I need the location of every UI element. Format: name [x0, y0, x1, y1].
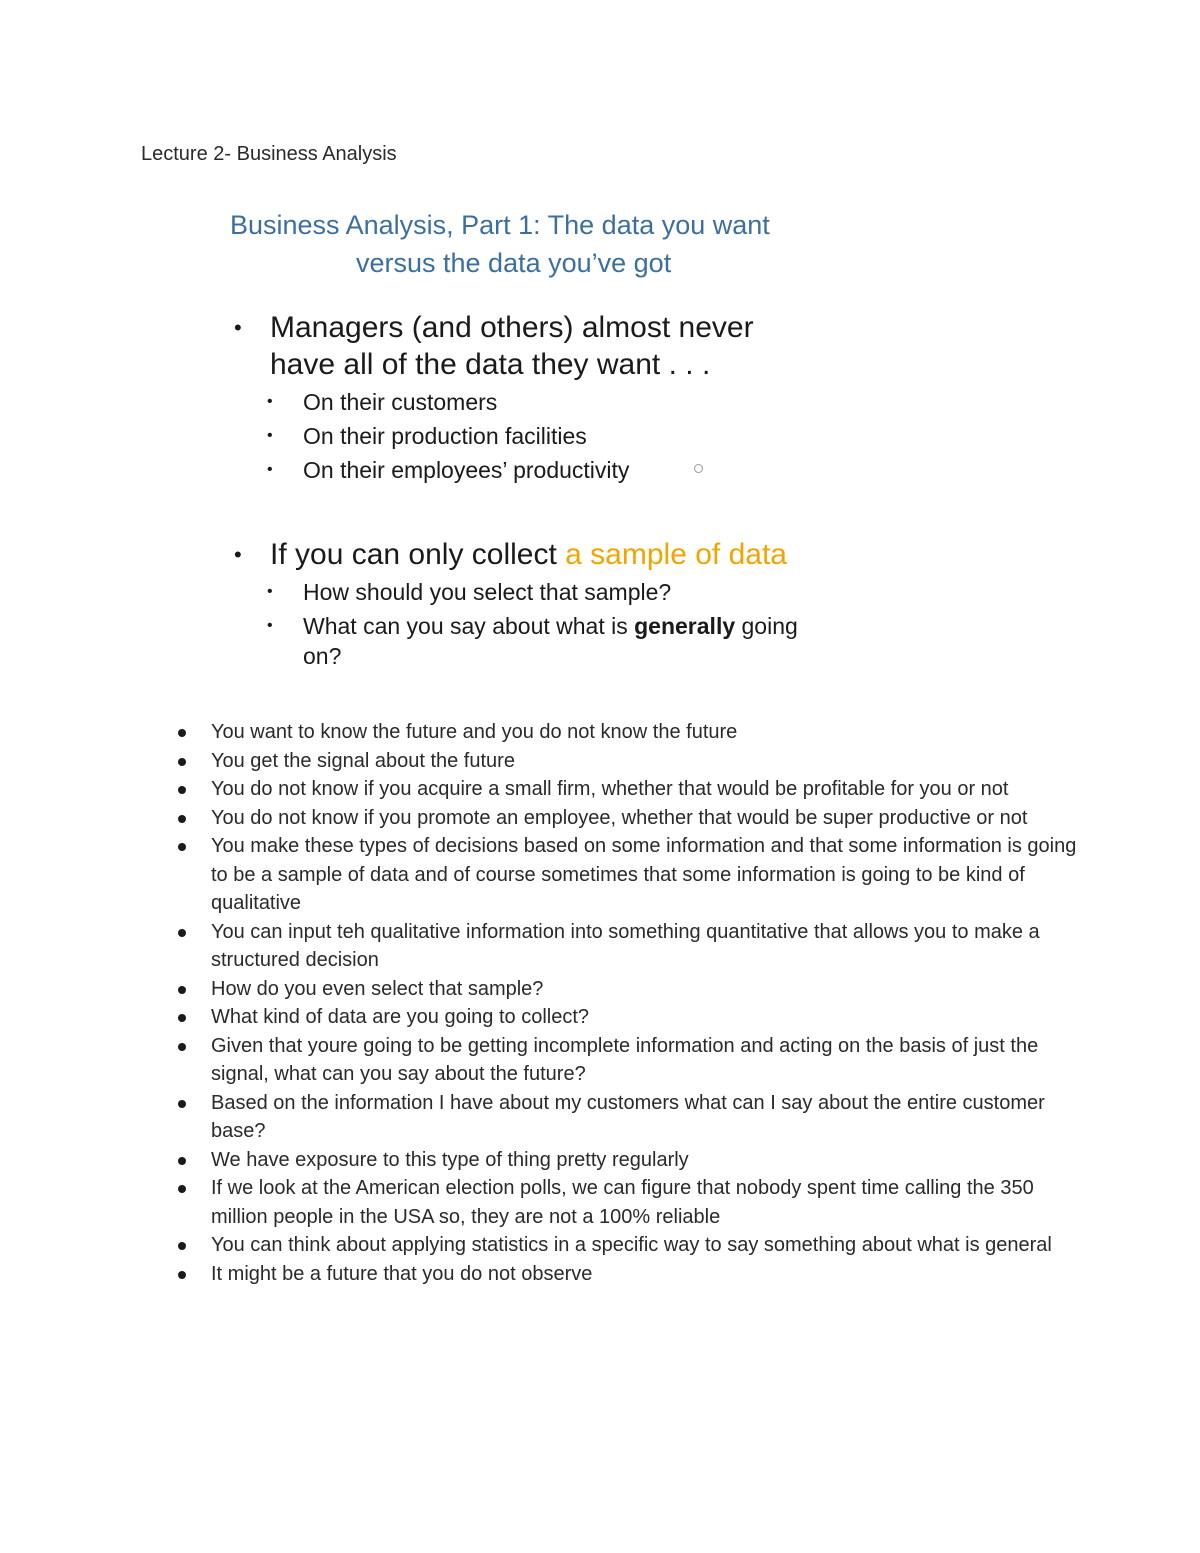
list-item	[0, 975, 1200, 1004]
list-item	[0, 747, 1200, 776]
slide-subbullet-text: going	[735, 613, 798, 639]
bullet-icon	[178, 1242, 186, 1250]
slide-subbullet-facilities	[267, 421, 587, 451]
bullet-icon	[178, 729, 186, 737]
slide-bullet-line-1: Managers (and others) almost never	[270, 311, 754, 344]
bullet-icon	[178, 1271, 186, 1279]
list-item-text: You do not know if you promote an employee, whether that would be super productive or not	[211, 806, 1028, 829]
slide-subbullet-select	[267, 577, 672, 607]
list-item	[0, 1260, 1200, 1289]
list-item	[0, 718, 1200, 747]
bullet-icon	[178, 786, 186, 794]
list-item-text: What kind of data are you going to collect?	[211, 1006, 590, 1028]
bullet-icon: •	[234, 542, 242, 567]
list-item	[0, 804, 1200, 833]
bullet-icon	[178, 815, 186, 823]
embedded-slide-image	[212, 196, 872, 686]
bullet-icon	[178, 843, 186, 851]
slide-bullet-sample	[234, 536, 787, 573]
list-item-text: Based on the information I have about my customers what can I say about the entire customer base?	[211, 1091, 1045, 1142]
slide-title-line-1: Business Analysis, Part 1: The data you want	[230, 210, 770, 240]
list-item	[0, 1174, 1200, 1231]
list-item-text: If we look at the American election polls, we can figure that nobody spent time calling the 350 million people in the USA so, they are not a 100% reliable	[211, 1177, 1034, 1228]
bullet-icon: •	[267, 461, 273, 478]
list-item	[0, 832, 1200, 918]
list-item-text: You do not know if you acquire a small firm, whether that would be profitable for you or not	[211, 778, 1009, 800]
document-heading: Lecture 2- Business Analysis	[141, 143, 397, 165]
list-item-text: Given that youre going to be getting incomplete information and acting on the basis of just the signal, what can you say about the future?	[211, 1034, 1039, 1085]
list-item-text: You want to know the future and you do not know the future	[211, 721, 738, 743]
circle-icon	[694, 464, 703, 473]
slide-subbullet-text: How should you select that sample?	[303, 579, 672, 605]
slide-subbullet-text: On their production facilities	[303, 423, 587, 449]
slide-subbullet-generally	[267, 611, 798, 671]
list-item	[0, 1231, 1200, 1260]
list-item-text: It might be a future that you do not observe	[211, 1262, 593, 1285]
bullet-icon	[178, 1014, 186, 1022]
notes-list	[0, 718, 1200, 1288]
slide-subbullet-text: On their customers	[303, 389, 498, 415]
slide-bullet-text: If you can only collect	[270, 538, 566, 571]
slide-bullet-managers	[234, 309, 754, 383]
bullet-icon: •	[267, 393, 273, 410]
bullet-icon: •	[267, 617, 273, 634]
bullet-icon	[178, 1100, 186, 1108]
list-item	[0, 1032, 1200, 1089]
bullet-icon: •	[267, 583, 273, 600]
list-item	[0, 918, 1200, 975]
slide-subbullet-productivity	[267, 455, 630, 485]
list-item-text: You can think about applying statistics in a specific way to say something about what is general	[211, 1234, 1052, 1256]
slide-subbullet-text: On their employees’ productivity	[303, 457, 630, 483]
bullet-icon: •	[267, 427, 273, 444]
list-item	[0, 1146, 1200, 1175]
slide-subbullet-continuation: on?	[303, 643, 342, 669]
list-item	[0, 1089, 1200, 1146]
list-item	[0, 1003, 1200, 1032]
bullet-icon	[178, 1157, 186, 1165]
slide-bold-text: generally	[634, 613, 736, 639]
bullet-icon	[178, 929, 186, 937]
bullet-icon	[178, 1043, 186, 1051]
list-item-text: You get the signal about the future	[211, 749, 515, 772]
bullet-icon: •	[234, 315, 242, 340]
slide-subbullet-customers	[267, 387, 498, 417]
bullet-icon	[178, 1185, 186, 1193]
slide-subbullet-text: What can you say about what is	[303, 613, 635, 639]
list-item-text: You make these types of decisions based on some information and that some information is going to be a sample of data and of course sometimes that some information is going to be kind of qualitative	[211, 835, 1077, 914]
slide-highlight-text: a sample of data	[565, 538, 787, 571]
list-item	[0, 775, 1200, 804]
bullet-icon	[178, 758, 186, 766]
bullet-icon	[178, 986, 186, 994]
list-item-text: We have exposure to this type of thing pretty regularly	[211, 1148, 689, 1171]
slide-title-line-2: versus the data you’ve got	[356, 248, 672, 278]
list-item-text: How do you even select that sample?	[211, 977, 544, 1000]
list-item-text: You can input teh qualitative information into something quantitative that allows you to make a structured decision	[211, 920, 1040, 971]
slide-bullet-line-2: have all of the data they want . . .	[270, 348, 711, 381]
